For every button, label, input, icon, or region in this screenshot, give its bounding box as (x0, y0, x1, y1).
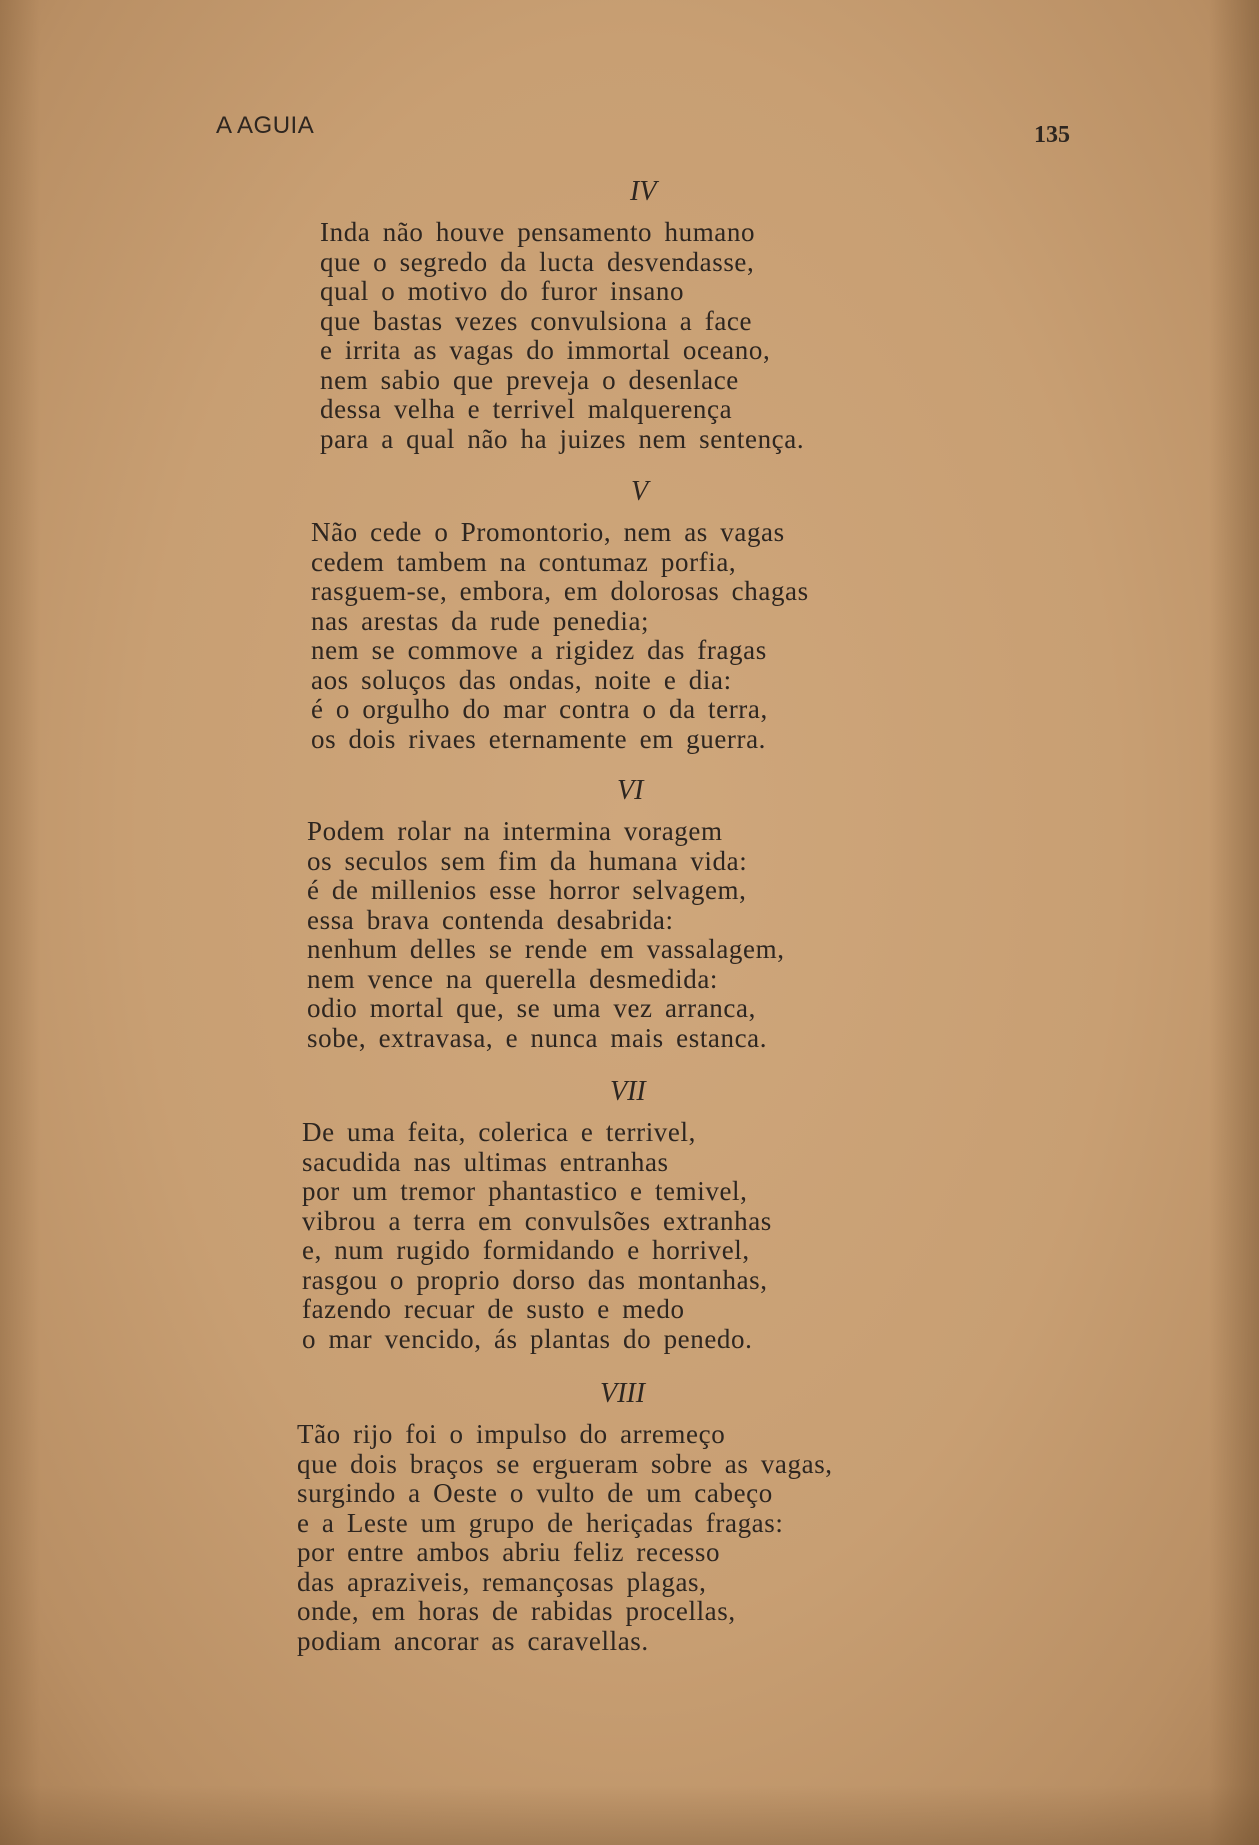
verse-line: os seculos sem fim da humana vida: (307, 845, 748, 876)
verse-line: e a Leste um grupo de heriçadas fragas: (297, 1507, 784, 1538)
verse-line: que dois braços se ergueram sobre as vagas, (297, 1448, 833, 1479)
verse-line: dessa velha e terrivel malquerença (320, 394, 733, 424)
verse-line: essa brava contenda desabrida: (307, 904, 674, 935)
verse-line: Inda não houve pensamento humano (320, 217, 756, 247)
verse-line: nenhum delles se rende em vassalagem, (307, 934, 785, 964)
page-edge-shadow-bottom (0, 1785, 1259, 1845)
verse-line: qual o motivo do furor insano (320, 276, 685, 306)
verse-line: os dois rivaes eternamente em guerra. (311, 723, 767, 754)
verse-line: podiam ancorar as caravellas. (297, 1625, 649, 1656)
verse-line: o mar vencido, ás plantas do penedo. (302, 1323, 753, 1354)
verse-line: fazendo recuar de susto e medo (302, 1294, 685, 1324)
verse-line: sobe, extravasa, e nunca mais estanca. (307, 1022, 768, 1053)
verse-line: Não cede o Promontorio, nem as vagas (311, 517, 785, 547)
verse-line: surgindo a Oeste o vulto de um cabeço (297, 1478, 773, 1508)
journal-title: A AGUIA (216, 112, 315, 139)
verse-line: é de millenios esse horror selvagem, (307, 875, 747, 905)
verse-line: De uma feita, colerica e terrivel, (302, 1117, 696, 1147)
stanza-viii (297, 1378, 833, 1656)
page-number: 135 (1034, 122, 1070, 148)
verse-line: onde, em horas de rabidas procellas, (297, 1596, 736, 1626)
verse-line: rasguem-se, embora, em dolorosas chagas (311, 576, 809, 606)
stanza-vi (307, 775, 785, 1053)
verse-line: Tão rijo foi o impulso do arremeço (297, 1419, 726, 1449)
verse-line: nem se commove a rigidez das fragas (311, 635, 767, 665)
stanza-vii (302, 1076, 772, 1354)
page-edge-shadow-left (0, 0, 40, 1845)
verse-line: e irrita as vagas do immortal oceano, (320, 335, 771, 365)
stanza-numeral: VIII (600, 1378, 646, 1409)
verse-line: aos soluços das ondas, noite e dia: (311, 664, 732, 695)
stanza-iv (320, 176, 804, 454)
verse-line: das apraziveis, remançosas plagas, (297, 1566, 707, 1597)
verse-line: nas arestas da rude penedia; (311, 605, 650, 636)
verse-line: que o segredo da lucta desvendasse, (320, 246, 755, 277)
verse-line: rasgou o proprio dorso das montanhas, (302, 1264, 768, 1295)
stanza-numeral: VII (610, 1076, 646, 1107)
stanza-v (311, 476, 809, 754)
verse-line: vibrou a terra em convulsões extranhas (302, 1205, 772, 1236)
verse-line: é o orgulho do mar contra o da terra, (311, 694, 768, 724)
stanza-numeral: V (631, 476, 649, 507)
stanza-numeral: VI (617, 775, 644, 806)
verse-line: odio mortal que, se uma vez arranca, (307, 993, 756, 1023)
page-edge-shadow-right (1209, 0, 1259, 1845)
verse-line: sacudida nas ultimas entranhas (302, 1146, 669, 1177)
verse-line: Podem rolar na intermina voragem (307, 816, 723, 846)
verse-line: cedem tambem na contumaz porfia, (311, 546, 737, 577)
verse-line: para a qual não ha juizes nem sentença. (320, 423, 805, 454)
verse-line: nem vence na querella desmedida: (307, 963, 719, 994)
verse-line: por um tremor phantastico e temivel, (302, 1176, 748, 1206)
verse-line: e, num rugido formidando e horrivel, (302, 1235, 750, 1265)
verse-line: que bastas vezes convulsiona a face (320, 305, 753, 336)
verse-line: por entre ambos abriu feliz recesso (297, 1537, 721, 1567)
stanza-numeral: IV (630, 176, 657, 207)
verse-line: nem sabio que preveja o desenlace (320, 364, 739, 395)
